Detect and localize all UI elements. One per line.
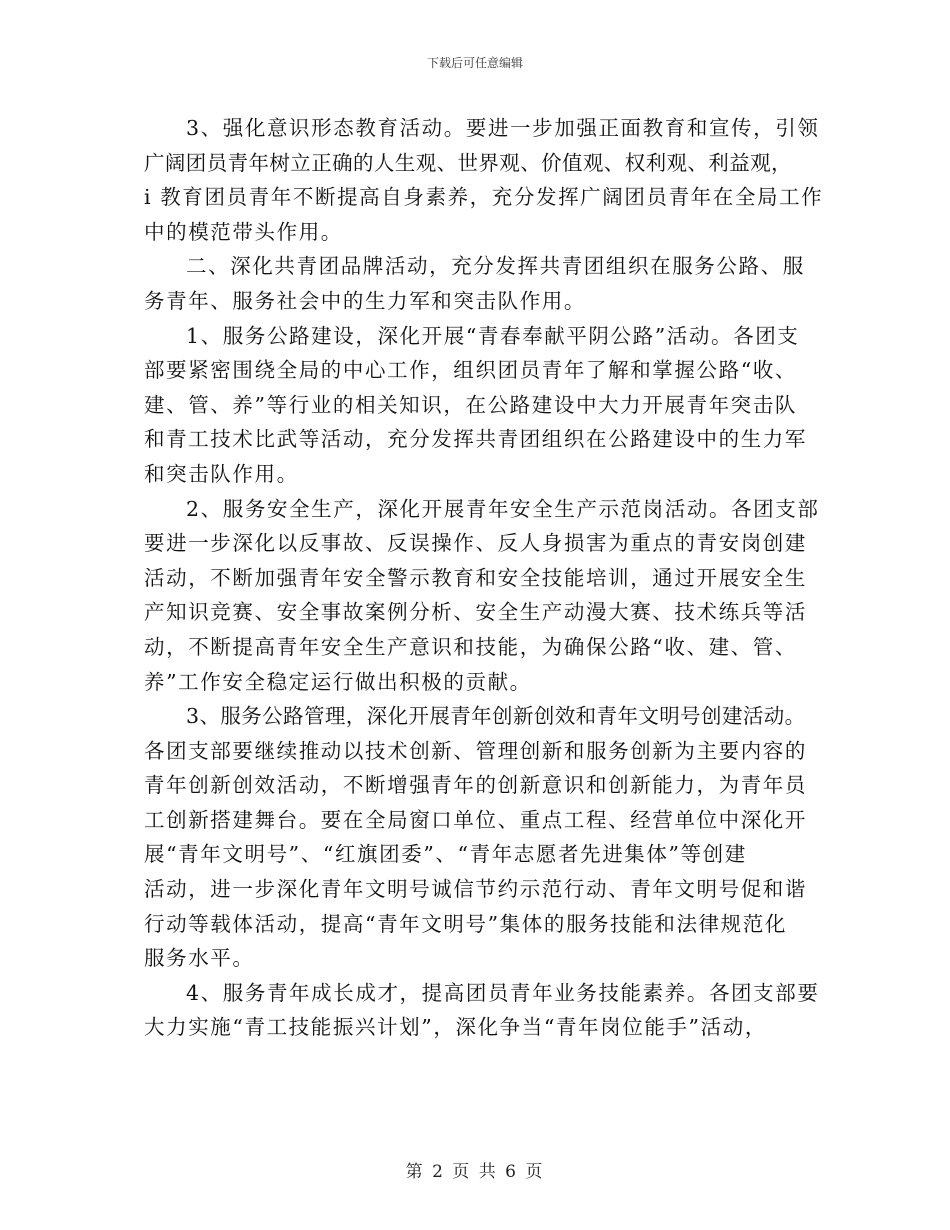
page-number-footer: 第 2 页 共 6 页	[405, 1162, 545, 1182]
paragraph-line: 3、服务公路管理，深化开展青年创新创效和青年文明号创建活动。	[186, 704, 806, 729]
paragraph-line: 3、强化意识形态教育活动。要进一步加强正面教育和宣传，引领	[186, 116, 820, 140]
paragraph-line: 4、服务青年成长成才，提高团员青年业务技能素养。各团支部要	[186, 980, 820, 1005]
paragraph-line: 1、服务公路建设，深化开展“青春奉献平阴公路”活动。各团支	[186, 323, 800, 348]
paragraph-line: 部要紧密围绕全局的中心工作，组织团员青年了解和掌握公路“收、	[144, 358, 797, 383]
paragraph-line: 活动，不断加强青年安全警示教育和安全技能培训，通过开展安全生	[144, 565, 807, 590]
paragraph-line: 养”工作安全稳定运行做出积极的贡献。	[144, 669, 532, 694]
paragraph-line: 动，不断提高青年安全生产意识和技能，为确保公路“收、建、管、	[144, 634, 797, 659]
paragraph-line: 各团支部要继续推动以技术创新、管理创新和服务创新为主要内容的	[144, 738, 807, 763]
paragraph-line: 要进一步深化以反事故、反误操作、反人身损害为重点的青安岗创建	[144, 531, 807, 556]
section-heading-line: 务青年、服务社会中的生力军和突击队作用。	[144, 288, 586, 313]
document-body	[144, 111, 824, 1045]
paragraph-line: 活动，进一步深化青年文明号诚信节约示范行动、青年文明号促和谐	[144, 877, 807, 902]
paragraph-line: 2、服务安全生产，深化开展青年安全生产示范岗活动。各团支部	[186, 496, 820, 521]
paragraph-line: 服务水平。	[144, 946, 255, 971]
paragraph-line: 青年创新创效活动，不断增强青年的创新意识和创新能力，为青年员	[144, 773, 807, 798]
page-header: 下载后可任意编辑	[426, 56, 523, 70]
paragraph-line: 行动等载体活动，提高“青年文明号”集体的服务技能和法律规范化	[144, 911, 787, 936]
paragraph-line: 展“青年文明号”、“红旗团委”、“青年志愿者先进集体”等创建	[144, 842, 747, 867]
paragraph-line: 中的模范带头作用。	[144, 219, 343, 244]
paragraph-line: 广阔团员青年树立正确的人生观、世界观、价值观、权利观、利益观，	[144, 150, 792, 175]
paragraph-line: i 教育团员青年不断提高自身素养，充分发挥广阔团员青年在全局工作	[144, 185, 824, 210]
paragraph-line: 工创新搭建舞台。要在全局窗口单位、重点工程、经营单位中深化开	[144, 807, 807, 832]
paragraph-line: 和青工技术比武等活动，充分发挥共青团组织在公路建设中的生力军	[144, 427, 807, 452]
paragraph-line: 产知识竞赛、安全事故案例分析、安全生产动漫大赛、技术练兵等活	[144, 600, 807, 625]
section-heading-line: 二、深化共青团品牌活动，充分发挥共青团组织在服务公路、服	[186, 254, 805, 279]
paragraph-line: 和突击队作用。	[144, 461, 299, 486]
paragraph-line: 大力实施“青工技能振兴计划”，深化争当“青年岗位能手”活动，	[144, 1015, 767, 1040]
paragraph-line: 建、管、养”等行业的相关知识，在公路建设中大力开展青年突击队	[144, 392, 797, 417]
